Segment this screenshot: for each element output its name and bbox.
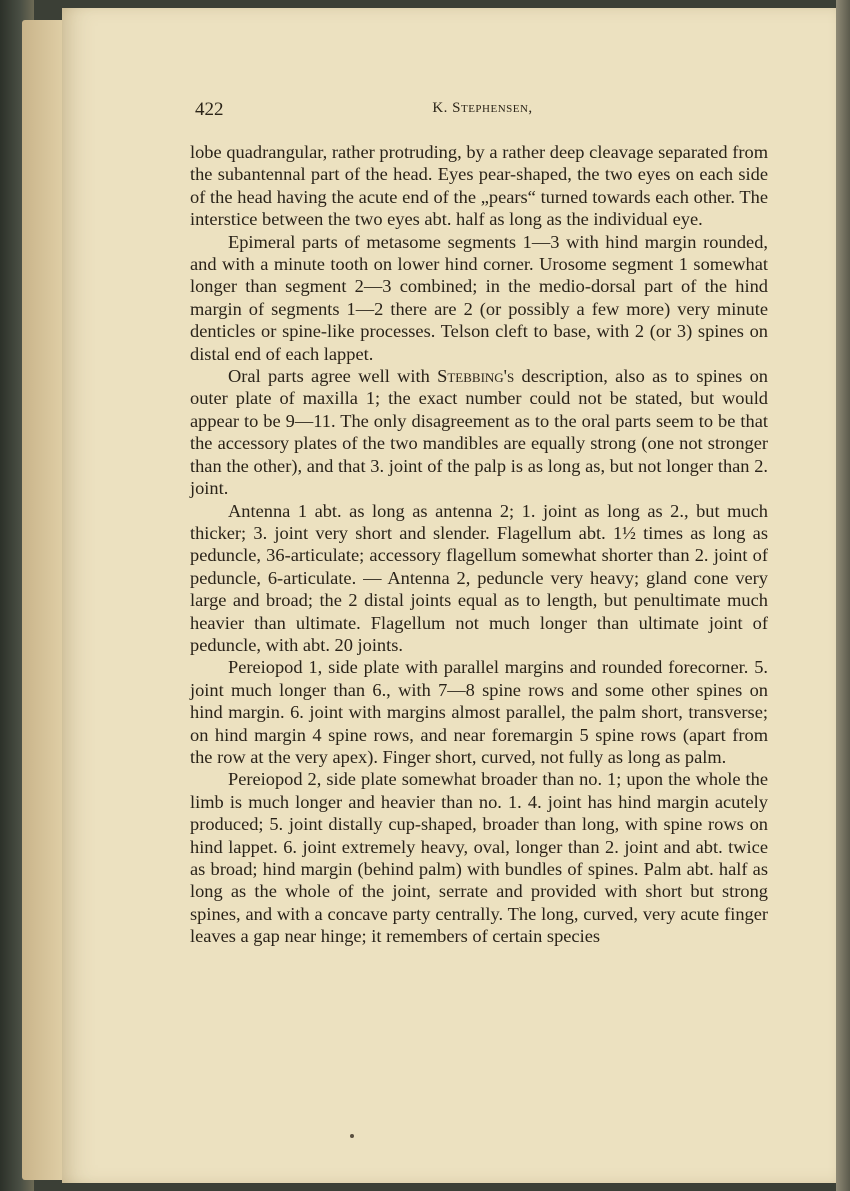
author-name: Stebbing's	[437, 366, 515, 387]
running-head: K. Stephensen,	[432, 100, 533, 116]
body-text	[190, 141, 768, 948]
paragraph-oral-parts	[190, 365, 768, 499]
paragraph-pereiopod-1: Pereiopod 1, side plate with parallel margins and rounded forecorner. 5. joint much longer than 6., with 7—8 spine rows and some other spines on hind margin. 6. joint with margins almost parallel, the palm short, transverse; on hind margin 4 spine rows, and near foremargin 5 spine rows (apart from the row at the very apex). Finger short, curved, not fully as long as palm.	[190, 657, 768, 767]
paragraph-pereiopod-2: Pereiopod 2, side plate somewhat broader than no. 1; upon the whole the limb is much longer and heavier than no. 1. 4. joint has hind margin acutely produced; 5. joint distally cup-shaped, broader than long, with spine rows on hind lappet. 6. joint extremely heavy, oval, longer than 2. joint and abt. twice as broad; hind margin (behind palm) with bundles of spines. Palm abt. half as long as the whole of the joint, serrate and provided with short but strong spines, and with a concave party centrally. The long, curved, very acute finger leaves a gap near hinge; it remembers of certain species	[190, 769, 768, 947]
ink-speck	[350, 1134, 354, 1138]
book-edge	[836, 0, 850, 1191]
paragraph-antenna: Antenna 1 abt. as long as antenna 2; 1. joint as long as 2., but much thicker; 3. joint very short and slender. Flagellum abt. 1½ times as long as peduncle, 36-articulate; accessory flagellum somewhat shorter than 2. joint of peduncle, 6-articulate. — Antenna 2, peduncle very heavy; gland cone very large and broad; the 2 distal joints equal as to length, but penultimate much heavier than ultimate. Flagellum not much longer than ultimate joint of peduncle, with abt. 20 joints.	[190, 500, 768, 655]
paragraph-metasome: Epimeral parts of metasome segments 1—3 with hind margin rounded, and with a minute tooth on lower hind corner. Urosome segment 1 somewhat longer than segment 2—3 combined; in the medio-dorsal part of the hind margin of segments 1—2 there are 2 (or possibly a few more) very minute denticles or spine-like processes. Telson cleft to base, with 2 (or 3) spines on distal end of each lappet.	[190, 231, 768, 364]
page-header	[195, 99, 770, 123]
paragraph-oral-parts-start: Oral parts agree well with	[228, 366, 430, 387]
page-number: 422	[195, 99, 224, 120]
paragraph-eyes: lobe quadrangular, rather protruding, by a rather deep cleavage separated from the subantennal part of the head. Eyes pear-shaped, the two eyes on each side of the head having the acute end of the „pears“ turned towards each other. The interstice between the two eyes abt. half as long as the individual eye.	[190, 142, 768, 230]
paragraph-oral-parts-rest: description, also as to spines on outer plate of maxilla 1; the exact number could not be stated, but would appear to be 9—11. The only disagreement as to the oral parts seem to be that the accessory plates of the two mandibles are equally strong (one not stronger than the other), and that 3. joint of the palp is as long as, but not longer than 2. joint.	[190, 366, 768, 499]
